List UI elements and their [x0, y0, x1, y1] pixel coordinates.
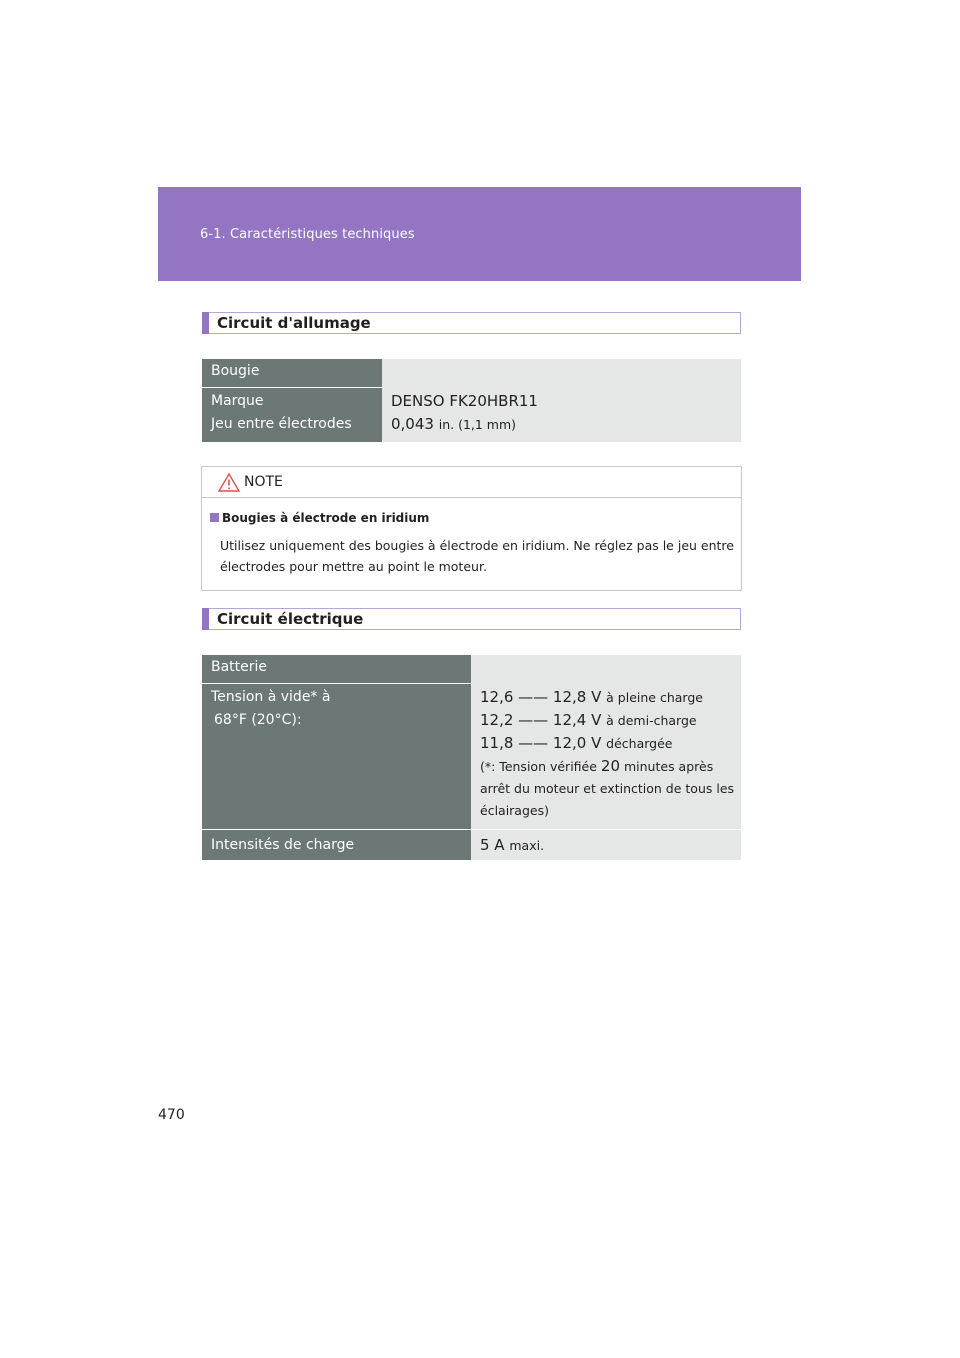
voltage-state: déchargée	[606, 736, 673, 751]
square-bullet-icon	[210, 513, 219, 522]
footnote-number: 20	[600, 757, 620, 775]
section-marker	[202, 608, 209, 630]
spec-label-cell	[202, 359, 382, 442]
warning-triangle-icon	[218, 473, 240, 492]
footnote-text: (*: Tension vérifiée	[480, 759, 597, 774]
section-title-text: Circuit électrique	[217, 610, 364, 628]
voltage-discharged	[480, 732, 672, 755]
spec-value-cell	[382, 359, 741, 442]
gap-value-unit: in. (1,1 mm)	[438, 417, 517, 432]
footnote-text: minutes après	[623, 759, 714, 774]
voltage-full	[480, 686, 703, 709]
voltage-label-line-1: Tension à vide* à	[211, 689, 331, 705]
voltage-half	[480, 709, 697, 732]
footnote-line: arrêt du moteur et extinction de tous les	[480, 781, 735, 796]
voltage-value: 12,2 —— 12,4 V	[480, 711, 602, 729]
note-label: NOTE	[244, 474, 283, 490]
note-subtitle-text: Bougies à électrode en iridium	[222, 511, 430, 525]
spec-group-label: Bougie	[211, 363, 260, 379]
section-title-ignition	[202, 312, 741, 334]
note-line: électrodes pour mettre au point le moteur.	[220, 559, 487, 574]
spec-value-cell	[471, 655, 741, 829]
gap-value	[391, 413, 516, 436]
brand-value: DENSO FK20HBR11	[391, 392, 538, 410]
section-title-text: Circuit d'allumage	[217, 314, 371, 332]
charge-value	[480, 834, 544, 857]
charge-number: 5 A	[480, 836, 505, 854]
gap-label: Jeu entre électrodes	[211, 416, 352, 432]
chapter-title: 6-1. Caractéristiques techniques	[200, 227, 415, 242]
ignition-spec-table	[202, 359, 741, 442]
footnote-line	[480, 755, 713, 778]
voltage-value: 12,6 —— 12,8 V	[480, 688, 602, 706]
note-subtitle	[210, 511, 429, 525]
charge-value-cell	[471, 830, 741, 860]
voltage-state: à demi-charge	[606, 713, 697, 728]
spec-group-label: Batterie	[211, 659, 268, 675]
note-body	[220, 535, 738, 577]
brand-label: Marque	[211, 393, 264, 409]
section-title-electrical	[202, 608, 741, 630]
voltage-value: 11,8 —— 12,0 V	[480, 734, 602, 752]
chapter-header	[158, 187, 801, 281]
charge-label-cell	[202, 830, 471, 860]
note-line: Utilisez uniquement des bougies à électrode en iridium. Ne réglez pas le jeu entre	[220, 538, 734, 553]
note-box	[201, 466, 742, 591]
section-marker	[202, 312, 209, 334]
voltage-state: à pleine charge	[606, 690, 703, 705]
page-number: 470	[158, 1107, 185, 1123]
voltage-label-line-2: 68°F (20°C):	[214, 712, 302, 728]
gap-value-number: 0,043	[391, 415, 434, 433]
note-header	[202, 467, 741, 498]
charge-unit: maxi.	[509, 838, 545, 853]
footnote-line: éclairages)	[480, 803, 549, 818]
divider	[202, 387, 382, 388]
charge-label: Intensités de charge	[211, 837, 355, 853]
electrical-spec-table	[202, 655, 741, 860]
divider	[202, 683, 471, 684]
spec-label-cell	[202, 655, 471, 829]
